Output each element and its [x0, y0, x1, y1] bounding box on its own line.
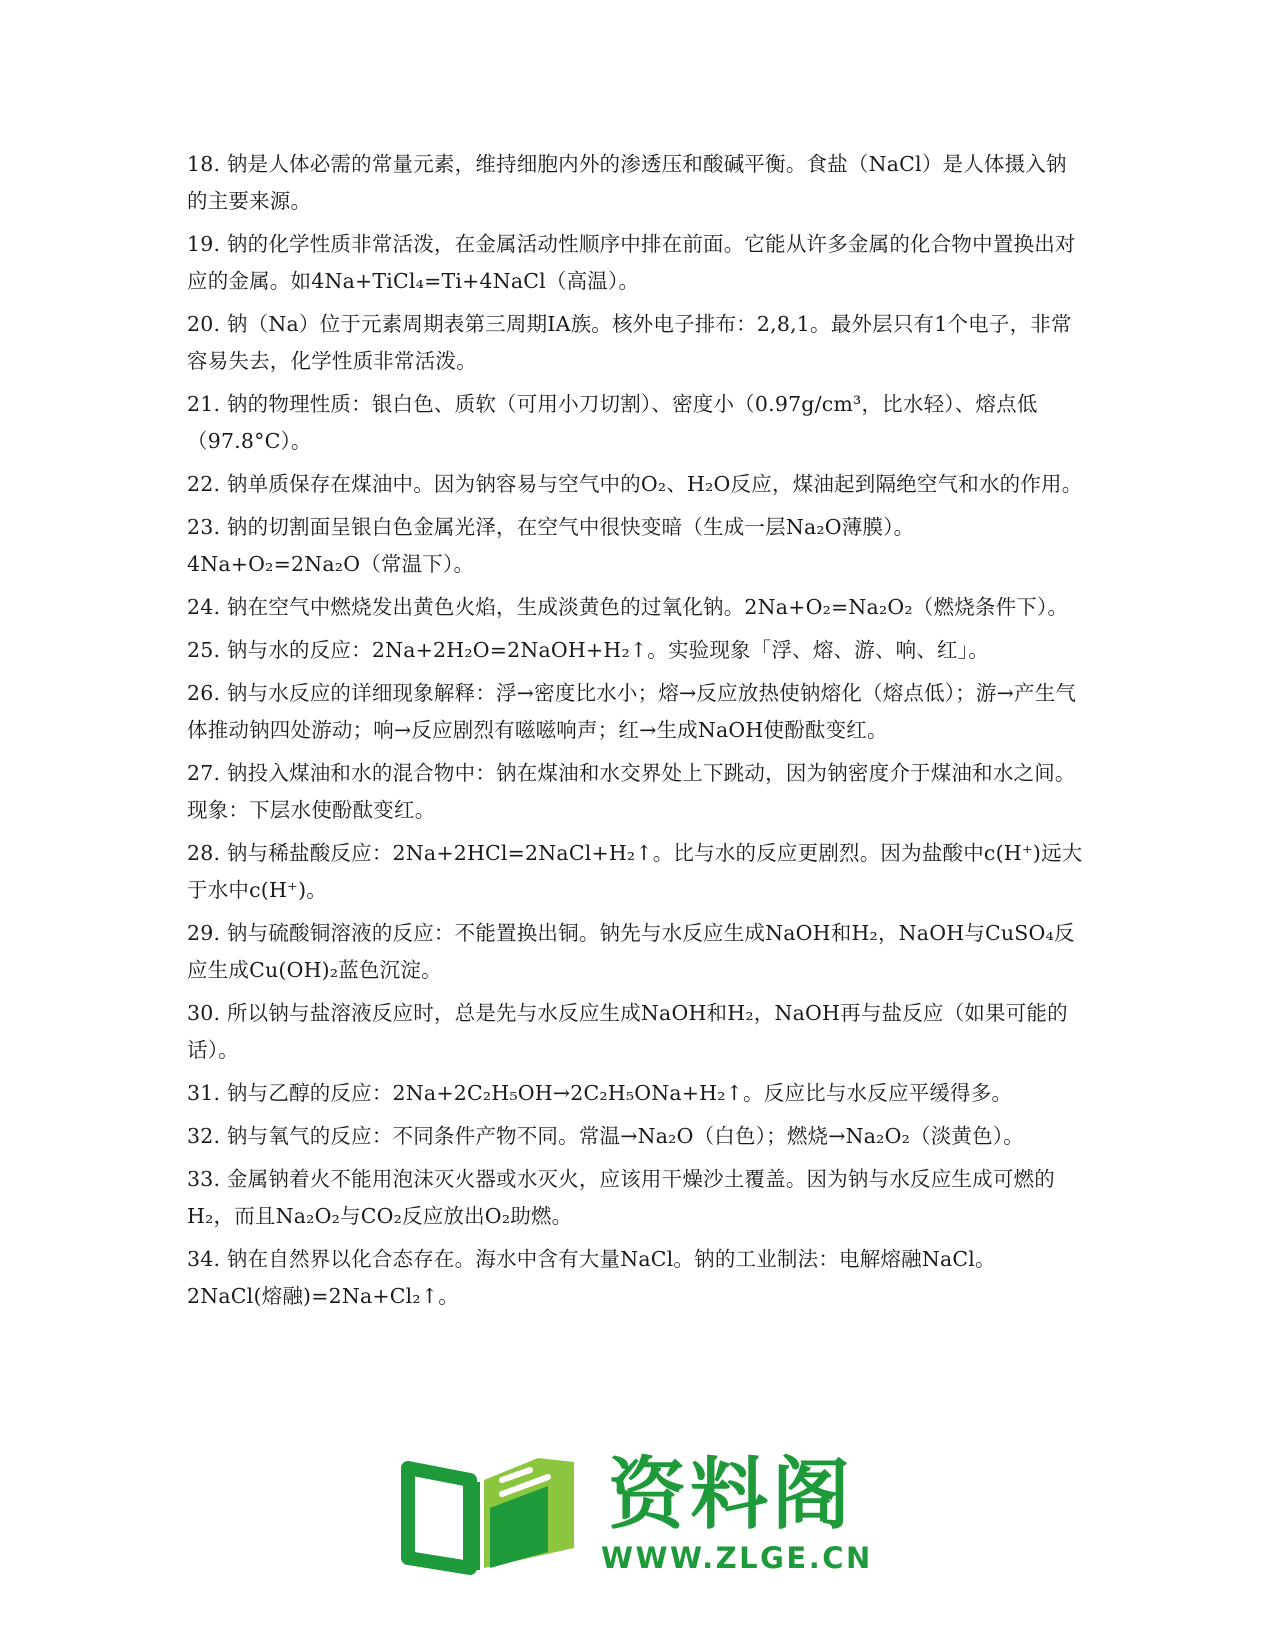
item-30: 30. 所以钠与盐溶液反应时，总是先与水反应生成NaOH和H₂，NaOH再与盐反应（如果可能的话）。	[187, 1001, 1068, 1062]
item-26: 26. 钠与水反应的详细现象解释：浮→密度比水小；熔→反应放热使钠熔化（熔点低）；游→产生气体推动钠四处游动；响→反应剧烈有嗞嗞响声；红→生成NaOH使酚酞变红。	[187, 681, 1077, 742]
item-23: 23. 钠的切割面呈银白色金属光泽，在空气中很快变暗（生成一层Na₂O薄膜）。4Na+O₂=2Na₂O（常温下）。	[187, 515, 915, 576]
logo-url: WWW.ZLGE.CN	[601, 1541, 873, 1575]
item-24: 24. 钠在空气中燃烧发出黄色火焰，生成淡黄色的过氧化钠。2Na+O₂=Na₂O₂（燃烧条件下）。	[187, 595, 1069, 619]
item-21: 21. 钠的物理性质：银白色、质软（可用小刀切割）、密度小（0.97g/cm³，比水轻）、熔点低（97.8°C）。	[187, 392, 1038, 453]
item-34: 34. 钠在自然界以化合态存在。海水中含有大量NaCl。钠的工业制法：电解熔融NaCl。2NaCl(熔融)=2Na+Cl₂↑。	[187, 1247, 996, 1308]
item-18: 18. 钠是人体必需的常量元素，维持细胞内外的渗透压和酸碱平衡。食盐（NaCl）是人体摄入钠的主要来源。	[187, 152, 1067, 213]
item-25: 25. 钠与水的反应：2Na+2H₂O=2NaOH+H₂↑。实验现象「浮、熔、游、响、红」。	[187, 638, 989, 662]
item-19: 19. 钠的化学性质非常活泼，在金属活动性顺序中排在前面。它能从许多金属的化合物中置换出对应的金属。如4Na+TiCl₄=Ti+4NaCl（高温）。	[187, 232, 1076, 293]
open-book-icon	[398, 1450, 588, 1575]
item-28: 28. 钠与稀盐酸反应：2Na+2HCl=2NaCl+H₂↑。比与水的反应更剧烈。因为盐酸中c(H⁺)远大于水中c(H⁺)。	[187, 841, 1083, 902]
item-33: 33. 金属钠着火不能用泡沫灭火器或水灭火，应该用干燥沙土覆盖。因为钠与水反应生成可燃的H₂，而且Na₂O₂与CO₂反应放出O₂助燃。	[187, 1167, 1055, 1228]
item-27: 27. 钠投入煤油和水的混合物中：钠在煤油和水交界处上下跳动，因为钠密度介于煤油和水之间。现象：下层水使酚酞变红。	[187, 761, 1076, 822]
item-32: 32. 钠与氧气的反应：不同条件产物不同。常温→Na₂O（白色）；燃烧→Na₂O₂（淡黄色）。	[187, 1124, 1024, 1148]
site-logo[interactable]	[398, 1450, 878, 1575]
item-20: 20. 钠（Na）位于元素周期表第三周期IA族。核外电子排布：2,8,1。最外层只有1个电子，非常容易失去，化学性质非常活泼。	[187, 312, 1072, 373]
document-body	[187, 146, 1087, 1321]
item-31: 31. 钠与乙醇的反应：2Na+2C₂H₅OH→2C₂H₅ONa+H₂↑。反应比与水反应平缓得多。	[187, 1081, 1013, 1105]
item-29: 29. 钠与硫酸铜溶液的反应：不能置换出铜。钠先与水反应生成NaOH和H₂，NaOH与CuSO₄反应生成Cu(OH)₂蓝色沉淀。	[187, 921, 1075, 982]
item-22: 22. 钠单质保存在煤油中。因为钠容易与空气中的O₂、H₂O反应，煤油起到隔绝空气和水的作用。	[187, 472, 1083, 496]
logo-text-cn: 资料阁	[608, 1450, 855, 1540]
